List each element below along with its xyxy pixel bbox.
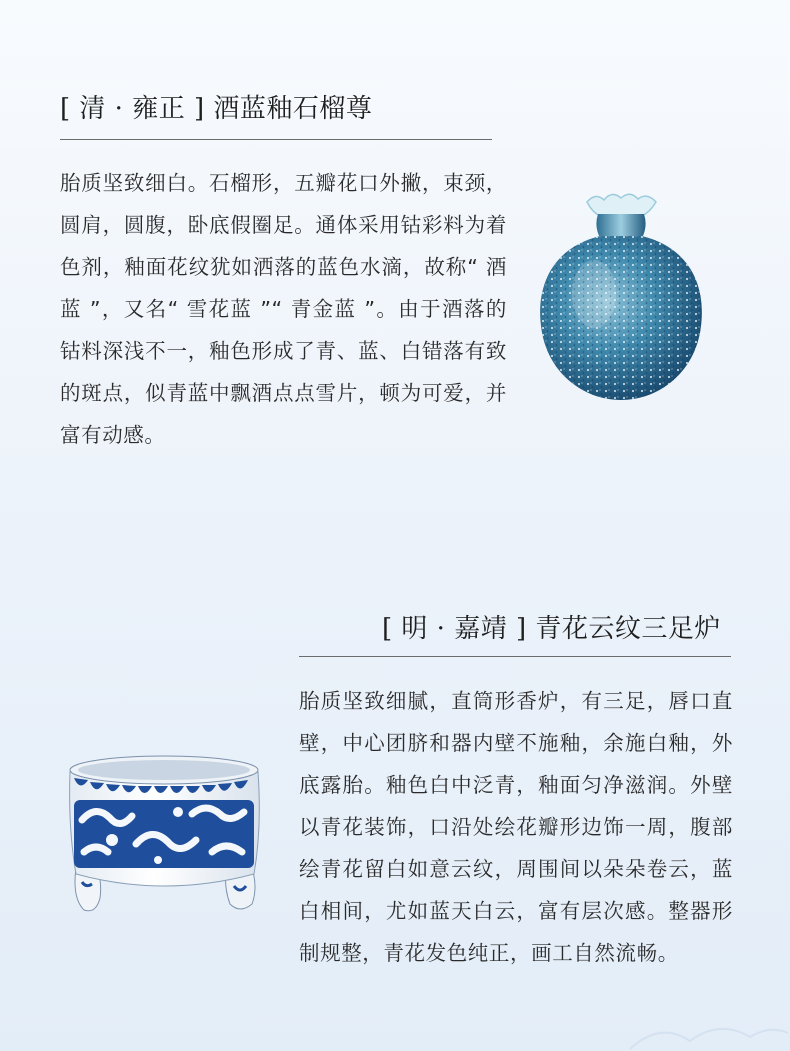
item-2-divider xyxy=(299,656,731,657)
corner-watermark-ornament xyxy=(620,1011,790,1051)
item-section-1 xyxy=(0,0,790,520)
item-1-title: [ 清 · 雍正 ] 酒蓝釉石榴尊 xyxy=(60,94,373,124)
item-2-title: [ 明 · 嘉靖 ] 青花云纹三足炉 xyxy=(382,614,721,644)
pomegranate-vase-image xyxy=(532,186,710,404)
item-2-description: 胎质坚致细腻，直筒形香炉，有三足，唇口直壁，中心团脐和器内壁不施釉，余施白釉，外底露胎。釉色白中泛青，釉面匀净滋润。外壁以青花装饰，口沿处绘花瓣形边饰一周，腹部绘青花留白如意云纹，周围间以朵朵卷云，蓝白相间，尤如蓝天白云，富有层次感。整器形制规整，青花发色纯正，画工自然流畅。 xyxy=(299,689,733,965)
tripod-censer-image xyxy=(66,748,262,916)
item-section-2 xyxy=(0,520,790,1051)
item-1-description: 胎质坚致细白。石榴形，五瓣花口外撇，束颈，圆肩，圆腹，卧底假圈足。通体采用钴彩料为着色剂，釉面花纹犹如洒落的蓝色水滴，故称“ 酒蓝 ”，又名“ 雪花蓝 ”“ 青金蓝 ”。由于酒落的钴料深浅不一，釉色形成了青、蓝、白错落有致的斑点，似青蓝中飘酒点点雪片，顿为可爱，并富有动感。 xyxy=(60,171,507,447)
item-1-divider xyxy=(60,139,492,140)
